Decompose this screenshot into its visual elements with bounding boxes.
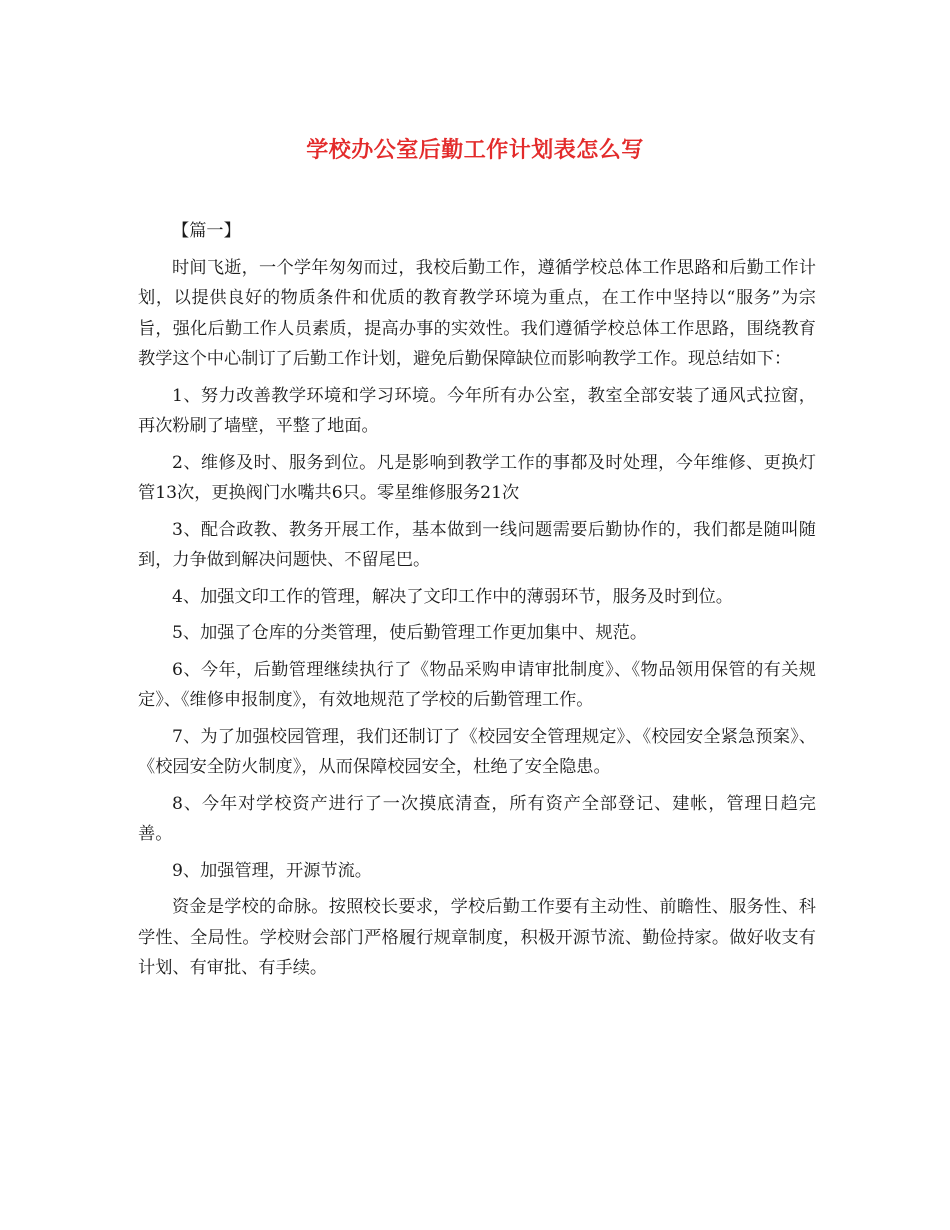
paragraph-item-6: 6、今年，后勤管理继续执行了《物品采购申请审批制度》、《物品领用保管的有关规定》、《维修申报制度》，有效地规范了学校的后勤管理工作。 (138, 659, 816, 710)
section-label: 【篇一】 (172, 221, 241, 241)
paragraph-item-8: 8、今年对学校资产进行了一次摸底清查，所有资产全部登记、建帐，管理日趋完善。 (138, 793, 816, 844)
paragraph-intro: 时间飞逝，一个学年匆匆而过，我校后勤工作，遵循学校总体工作思路和后勤工作计划，以提供良好的物质条件和优质的教育教学环境为重点，在工作中坚持以“服务”为宗旨，强化后勤工作人员素质，提高办事的实效性。我们遵循学校总体工作思路，围绕教育教学这个中心制订了后勤工作计划，避免后勤保障缺位而影响教学工作。现总结如下： (138, 257, 816, 369)
paragraph-item-1: 1、努力改善教学环境和学习环境。今年所有办公室，教室全部安装了通风式拉窗，再次粉刷了墙壁，平整了地面。 (138, 385, 816, 436)
paragraph-item-7: 7、为了加强校园管理，我们还制订了《校园安全管理规定》、《校园安全紧急预案》、《校园安全防火制度》，从而保障校园安全，杜绝了安全隐患。 (138, 726, 816, 777)
paragraph-item-5: 5、加强了仓库的分类管理，使后勤管理工作更加集中、规范。 (172, 623, 648, 643)
paragraph-item-4: 4、加强文印工作的管理，解决了文印工作中的薄弱环节，服务及时到位。 (172, 586, 733, 607)
paragraph-item-2: 2、维修及时、服务到位。凡是影响到教学工作的事都及时处理，今年维修、更换灯管13次，更换阀门水嘴共6只。零星维修服务21次 (138, 452, 816, 503)
document-title: 学校办公室后勤工作计划表怎么写 (306, 137, 644, 163)
document-body (138, 216, 816, 990)
paragraph-item-9: 9、加强管理，开源节流。 (172, 860, 372, 881)
paragraph-funding: 资金是学校的命脉。按照校长要求，学校后勤工作要有主动性、前瞻性、服务性、科学性、全局性。学校财会部门严格履行规章制度，积极开源节流、勤俭持家。做好收支有计划、有审批、有手续。 (138, 897, 816, 978)
paragraph-item-3: 3、配合政教、教务开展工作，基本做到一线问题需要后勤协作的，我们都是随叫随到，力争做到解决问题快、不留尾巴。 (138, 519, 816, 570)
